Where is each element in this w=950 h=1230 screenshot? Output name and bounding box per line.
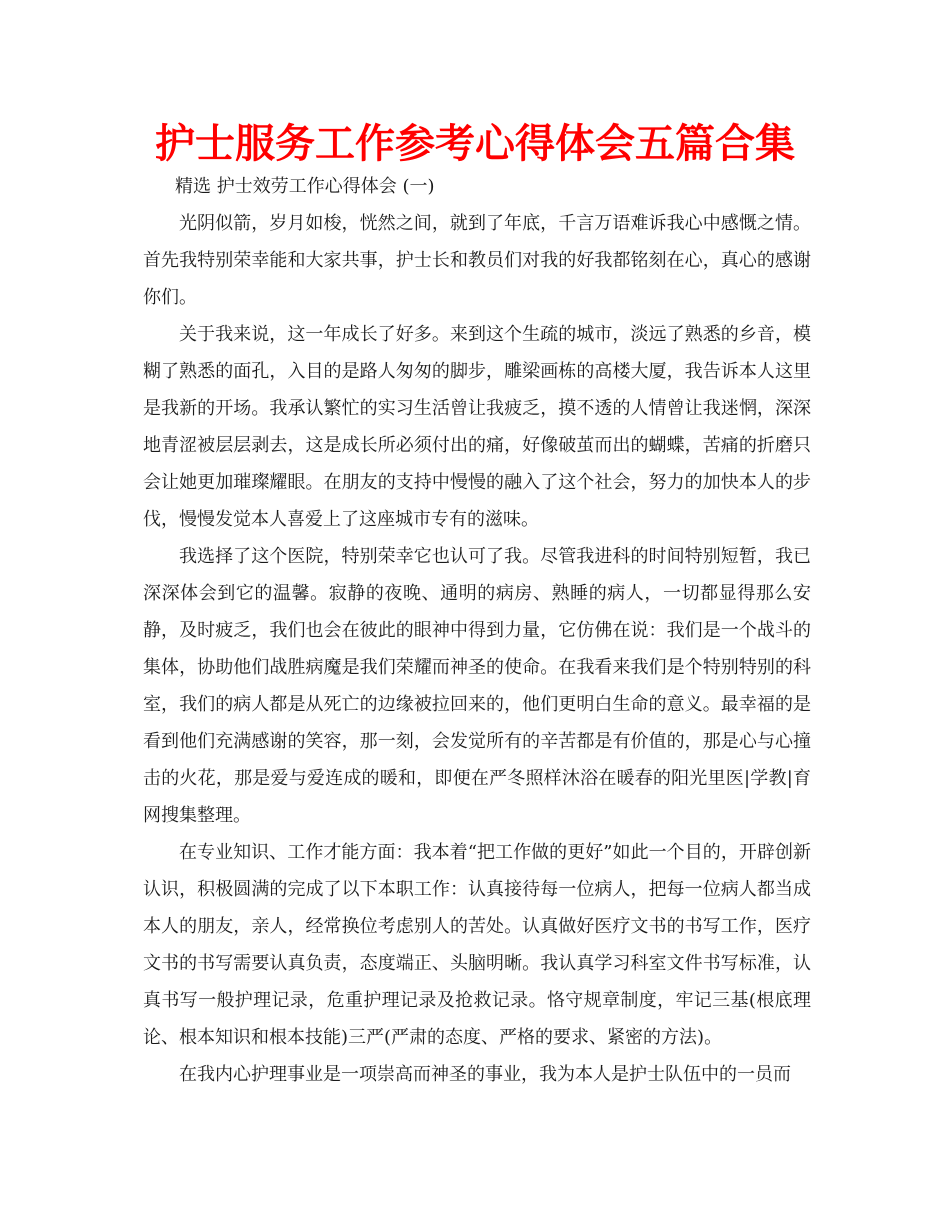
section-subtitle: 精选 护士效劳工作心得体会 (一) bbox=[175, 176, 435, 197]
paragraph-3: 我选择了这个医院，特别荣幸它也认可了我。尽管我进科的时间特别短暂，我已深深体会到它的温馨。寂静的夜晚、通明的病房、熟睡的病人，一切都显得那么安静，及时疲乏，我们也会在彼此的眼神中得到力量，它仿佛在说：我们是一个战斗的集体，协助他们战胜病魔是我们荣耀而神圣的使命。在我看来我们是个特别特别的科室，我们的病人都是从死亡的边缘被拉回来的，他们更明白生命的意义。最幸福的是看到他们充满感谢的笑容，那一刻，会发觉所有的辛苦都是有价值的，那是心与心撞击的火花，那是爱与爱连成的暖和，即便在严冬照样沐浴在暖春的阳光里医|学教|育网搜集整理。 bbox=[143, 546, 811, 826]
paragraph-1: 光阴似箭，岁月如梭，恍然之间，就到了年底，千言万语难诉我心中感慨之情。首先我特别荣幸能和大家共事，护士长和教员们对我的好我都铭刻在心，真心的感谢你们。 bbox=[143, 213, 811, 308]
paragraph-2: 关于我来说，这一年成长了好多。来到这个生疏的城市，淡远了熟悉的乡音，模糊了熟悉的面孔，入目的是路人匆匆的脚步，雕梁画栋的高楼大厦，我告诉本人这里是我新的开场。我承认繁忙的实习生活曾让我疲乏，摸不透的人情曾让我迷惘，深深地青涩被层层剥去，这是成长所必须付出的痛，好像破茧而出的蝴蝶，苦痛的折磨只会让她更加璀璨耀眼。在朋友的支持中慢慢的融入了这个社会，努力的加快本人的步伐，慢慢发觉本人喜爱上了这座城市专有的滋味。 bbox=[143, 324, 811, 530]
document-title: 护士服务工作参考心得体会五篇合集 bbox=[155, 121, 795, 167]
document-body bbox=[143, 168, 811, 1093]
paragraph-4: 在专业知识、工作才能方面：我本着“把工作做的更好”如此一个目的，开辟创新认识，积极圆满的完成了以下本职工作：认真接待每一位病人，把每一位病人都当成本人的朋友，亲人，经常换位考虑别人的苦处。认真做好医疗文书的书写工作，医疗文书的书写需要认真负责，态度端正、头脑明晰。我认真学习科室文件书写标准，认真书写一般护理记录，危重护理记录及抢救记录。恪守规章制度，牢记三基(根底理论、根本知识和根本技能)三严(严肃的态度、严格的要求、紧密的方法)。 bbox=[143, 842, 811, 1048]
paragraph-5: 在我内心护理事业是一项崇高而神圣的事业，我为本人是护士队伍中的一员而 bbox=[179, 1064, 791, 1085]
